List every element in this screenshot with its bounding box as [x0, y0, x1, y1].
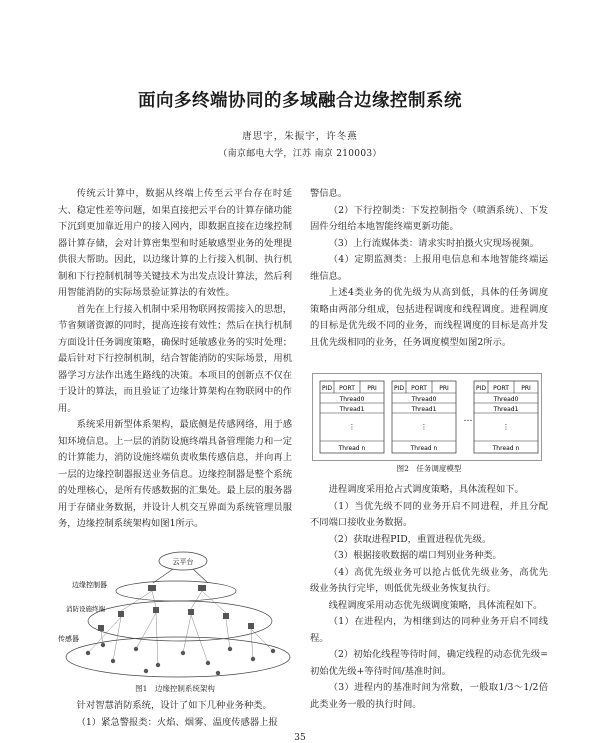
- figure-2-scheduling-model: [312, 373, 542, 461]
- svg-text:PRI: PRI: [439, 385, 449, 392]
- svg-text:Thread0: Thread0: [411, 396, 437, 403]
- paragraph: 上述4类业务的优先级为从高到低，具体的任务调度策略由两部分组成，包括进程调度和线程调度。进程调度的目标是优先级不同的业务，而线程调度的目标是高并发且优先级相同的业务，任务调度模型如图2所示。: [310, 287, 548, 348]
- paragraph: （4）高优先级业务可以抢占低优先级业务，高优先级业务执行完毕，则低优先级业务恢复执行。: [310, 566, 548, 594]
- figure-2-caption: 图2 任务调度模型: [396, 464, 462, 473]
- paragraph: （3）根据接收数据的端口判别业务种类。: [328, 550, 502, 561]
- svg-text:Thread1: Thread1: [411, 406, 437, 413]
- right-column: [310, 186, 548, 351]
- process-block: [320, 381, 384, 453]
- network-nodes: [86, 585, 275, 675]
- paragraph: （2）下行控制类：下发控制指令（喷洒系统）、下发固件分组给本地智能终端更新功能。: [310, 204, 548, 232]
- svg-text:Thread n: Thread n: [338, 445, 366, 452]
- svg-text:PORT: PORT: [493, 385, 509, 392]
- paragraph: 首先在上行接入机制中采用物联网按需接入的思想，节省频谱资源的同时，提高连接有效性；然后在执行机制方面设计任务调度策略，确保时延敏感业务的实时处理；最后针对下行控制机制，结合智能消防的实际场景，用机器学习方法作出逃生路线的决策。本项目的创新点不仅在于设计的算法，而且验证了边缘计算架构在物联网中的作用。: [58, 303, 292, 414]
- svg-text:Thread0: Thread0: [339, 396, 365, 403]
- sensor-label: 传感器: [58, 635, 79, 643]
- process-block: [474, 381, 538, 453]
- svg-text:PID: PID: [475, 385, 487, 392]
- process-block: [392, 381, 456, 453]
- svg-text:PID: PID: [393, 385, 405, 392]
- svg-text:⋮: ⋮: [502, 423, 510, 431]
- svg-text:PID: PID: [321, 385, 333, 392]
- paragraph: （3）进程内的基准时间为常数，一般取1/3～1/2倍此类业务一般的执行时间。: [310, 682, 548, 710]
- paragraph: （1）当优先级不同的业务开启不同进程，并且分配不同端口接收业务数据。: [310, 500, 548, 528]
- paragraph: （2）初始化线程等待时间，确定线程的动态优先级=初始优先级+等待时间/基准时间。: [310, 649, 548, 677]
- left-bottom-text: [58, 698, 292, 731]
- svg-text:PORT: PORT: [339, 385, 355, 392]
- paragraph: 系统采用新型体系架构，最底侧是传感网络，用于感知环境信息。上一层的消防设施终端具备管理能力和一定的计算能力，消防设施终端负责收集传感信息，并向再上一层的边缘控制器报送业务信息。边缘控制器是整个系统的处理核心，是所有传感数据的汇集处。最上层的服务器用于存储业务数据，并设计人机交互界面为系统管理员服务，边缘控制系统架构如图1所示。: [58, 419, 292, 529]
- paper-title: 面向多终端协同的多域融合边缘控制系统: [138, 91, 462, 111]
- svg-text:PORT: PORT: [411, 385, 427, 392]
- paragraph: 进程调度采用抢占式调度策略，具体流程如下。: [328, 484, 524, 495]
- svg-text:PRI: PRI: [367, 385, 377, 392]
- svg-text:⋮: ⋮: [420, 423, 428, 431]
- svg-text:Thread n: Thread n: [410, 445, 438, 452]
- svg-text:Thread1: Thread1: [493, 406, 519, 413]
- paragraph: （2）获取进程PID，重置进程优先级。: [328, 533, 492, 545]
- figure-1-caption: 图1 边缘控制系统架构: [135, 684, 215, 693]
- svg-text:⋮: ⋮: [348, 423, 356, 431]
- paragraph: 针对智慧消防系统，设计了如下几种业务种类。: [76, 700, 272, 711]
- edge-label: 边缘控制器: [72, 581, 107, 589]
- left-column: [58, 186, 292, 533]
- right-column-continued: [310, 482, 548, 713]
- svg-text:PRI: PRI: [521, 385, 531, 392]
- svg-text:Thread n: Thread n: [492, 445, 520, 452]
- svg-text:Thread0: Thread0: [493, 396, 519, 403]
- paragraph: 传统云计算中，数据从终端上传至云平台存在时延大、稳定性差等问题，如果直接把云平台的计算存储功能下沉到更加靠近用户的接入网内，即数据直接在边缘控制器计算存储，会对计算密集型和时延敏感型业务的处理提供很大帮助。因此，以边缘计算的上行接入机制、执行机制和下行控制机制等关键技术为出发点设计算法，然后利用智能消防的实际场景验证算法的有效性。: [58, 188, 292, 298]
- cloud-label: 云平台: [172, 558, 194, 566]
- ellipsis: …: [463, 414, 473, 424]
- fire-terminal-label: 消防设施终端: [66, 605, 105, 613]
- figure-1-architecture: [58, 549, 292, 681]
- paragraph: 警信息。: [310, 188, 348, 199]
- paragraph: （3）上行流媒体类：请求实时拍摄火灾现场视频。: [328, 237, 540, 249]
- paragraph: （1）紧急警报类：火焰、烟雾、温度传感器上报: [76, 716, 278, 728]
- paragraph: 线程调度采用动态优先级调度策略，具体流程如下。: [328, 599, 543, 611]
- svg-text:Thread1: Thread1: [339, 406, 365, 413]
- authors: 唐思宇，朱振宇，许冬燕: [242, 131, 358, 142]
- affiliation: （南京邮电大学，江苏 南京 210003）: [218, 149, 382, 159]
- page-number: 35: [294, 733, 306, 743]
- paragraph: （4）定期监测类：上报用电信息和本地智能终端运维信息。: [310, 254, 548, 282]
- paragraph: （1）在进程内，为相继到达的同种业务开启不同线程。: [310, 616, 548, 644]
